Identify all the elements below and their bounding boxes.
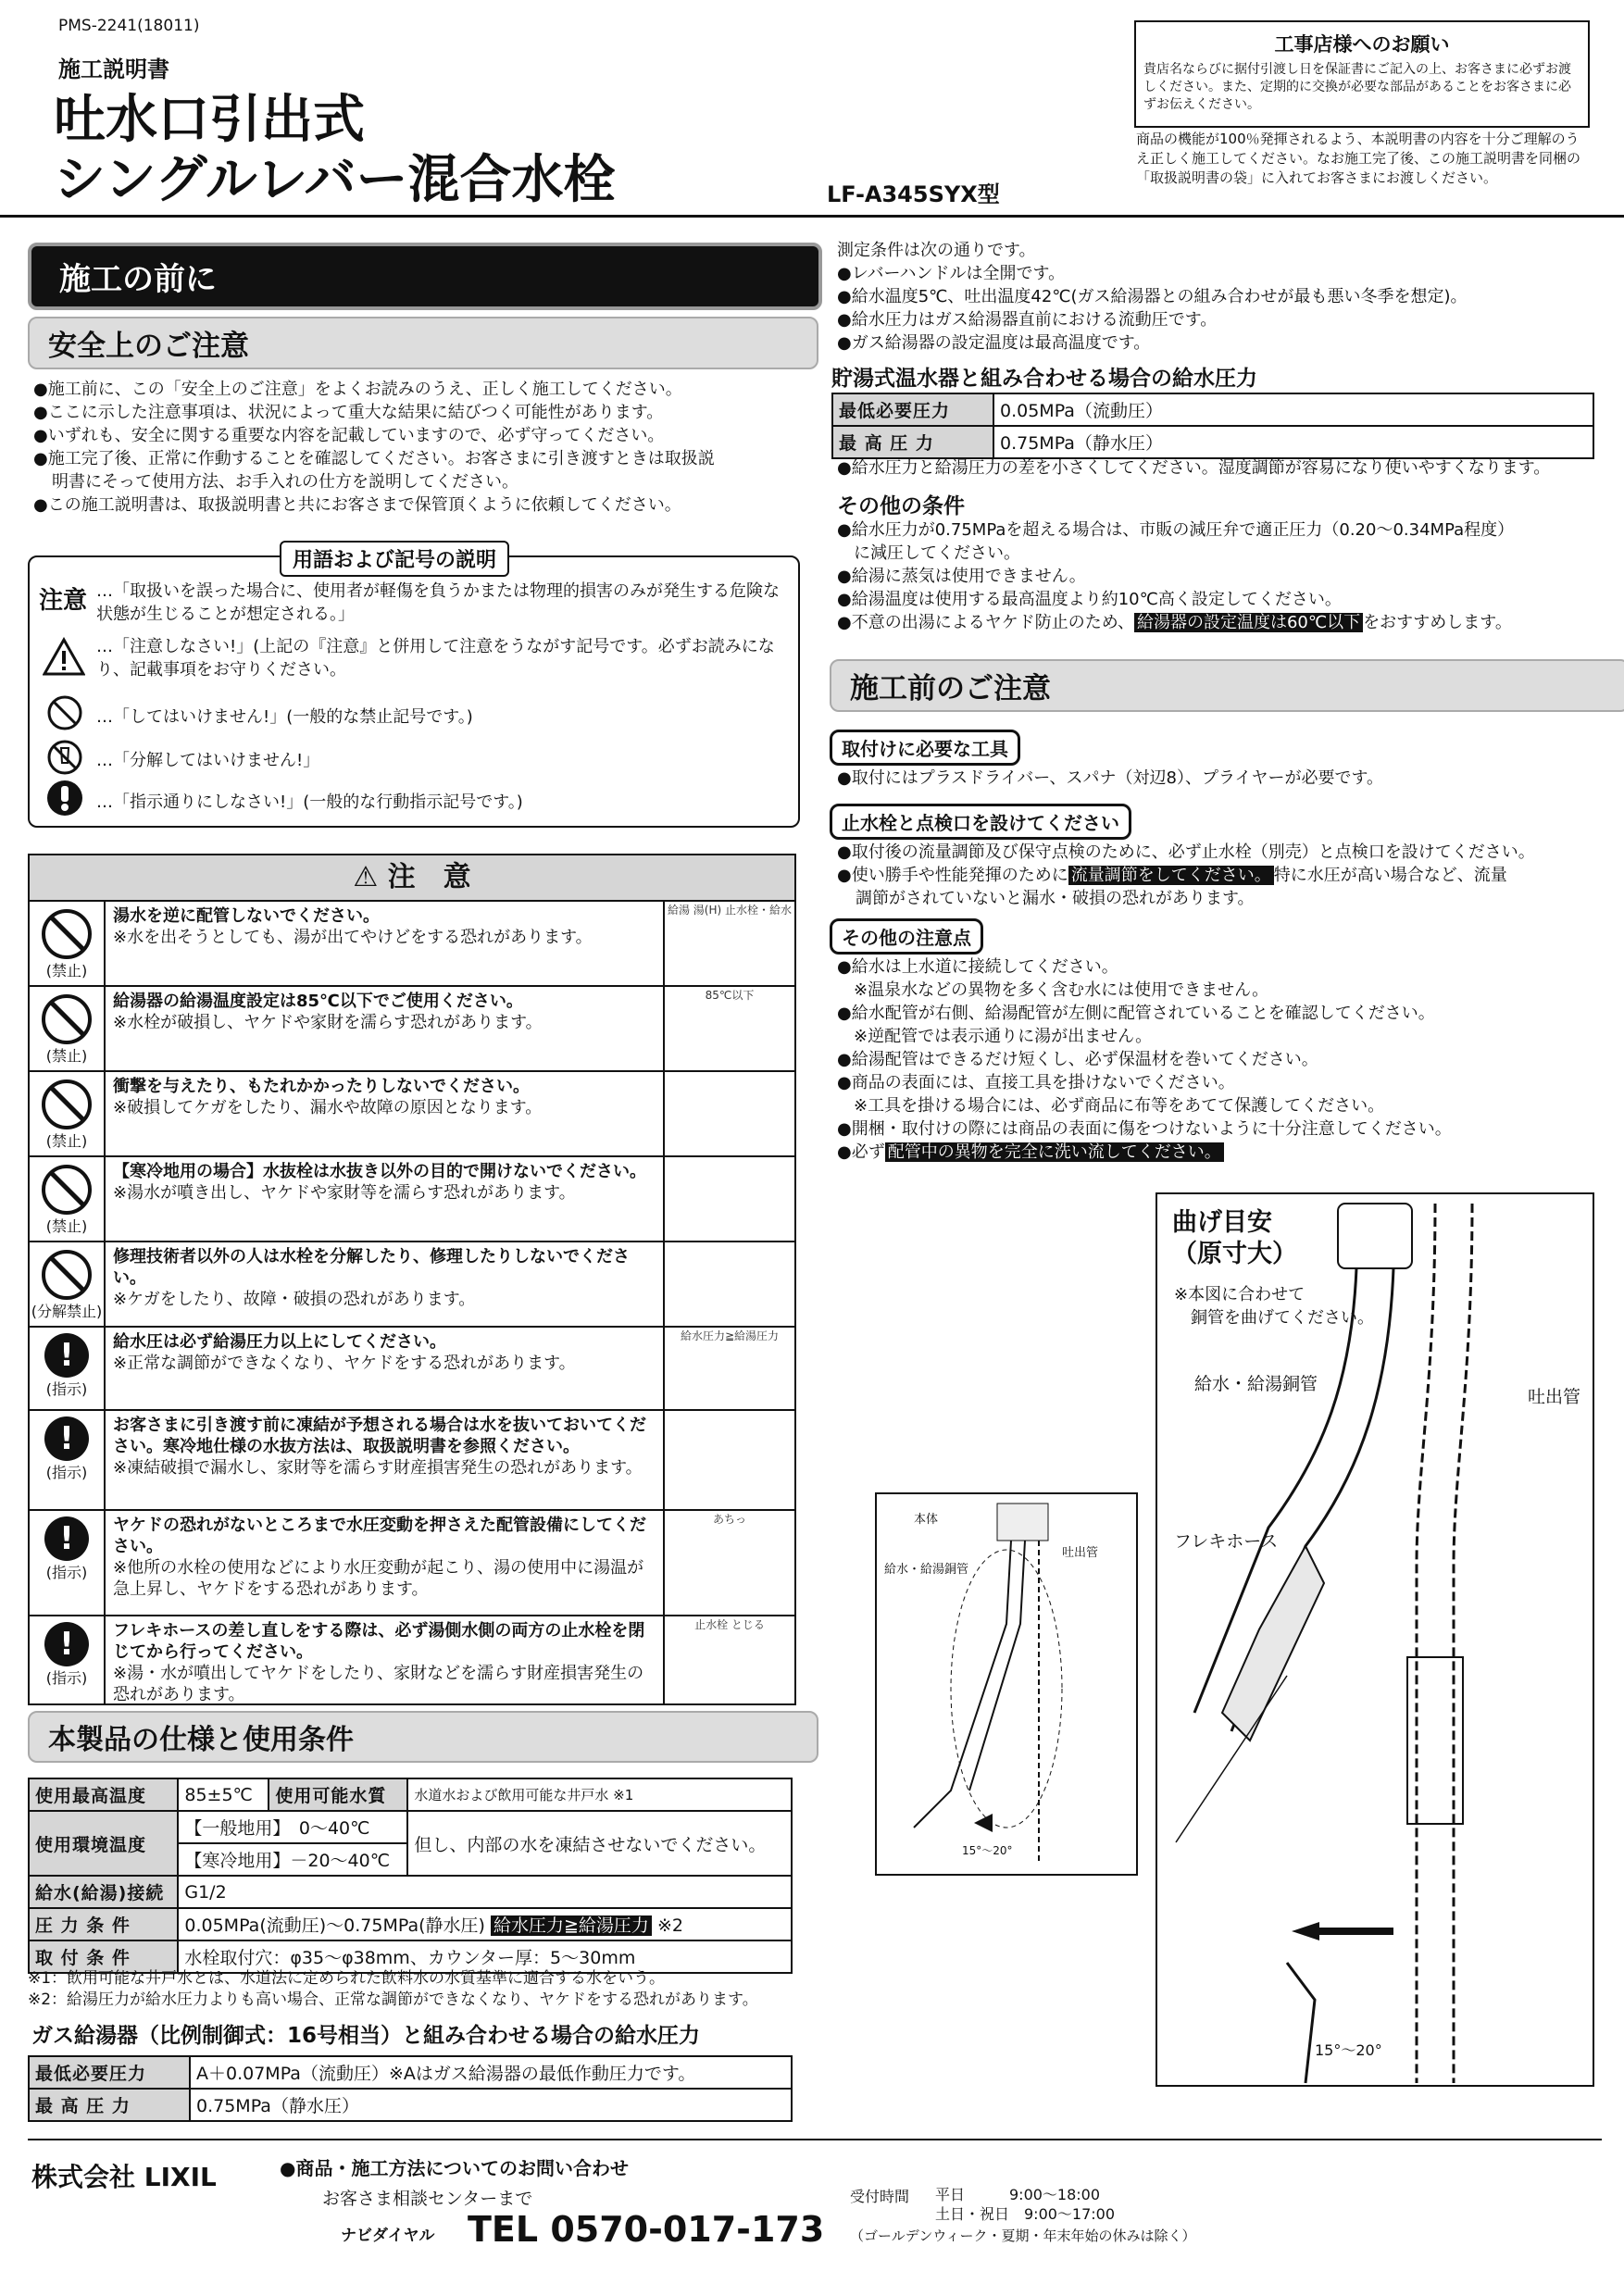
gas-heading: ガス給湯器（比例制御式：16号相当）と組み合わせる場合の給水圧力 — [31, 2024, 701, 2048]
storage-note-wrap — [837, 456, 1550, 480]
title-line2: シングルレバー混合水栓 — [54, 150, 616, 210]
caution-tag: (禁止) — [45, 962, 88, 980]
caution-row — [30, 900, 794, 985]
misc-item: ●開梱・取付けの際には商品の表面に傷をつけないように十分注意してください。 — [837, 1119, 1452, 1139]
tools-wrap — [837, 767, 1383, 790]
spec-label: 使用最高温度 — [29, 1778, 178, 1811]
caution-icon-cell — [30, 1511, 106, 1615]
spec-value: 但し、内部の水を凍結させないでください。 — [407, 1811, 792, 1876]
inset-drawing — [877, 1494, 1136, 1874]
storage-note: ●給水圧力と給湯圧力の差を小さくしてください。湿度調節が容易になり使いやすくなります。 — [837, 458, 1551, 478]
caution-note: ※湯水が噴き出し、ヤケドや家財等を濡らす恐れがあります。 — [113, 1183, 576, 1203]
other-item: ●給水圧力が0.75MPaを超える場合は、市販の減圧弁で適正圧力（0.20〜0.34MPa程度） — [837, 520, 1515, 540]
other-item: ●給湯温度は使用する最高温度より約10℃高く設定してください。 — [837, 590, 1342, 609]
terms-title: 用語および記号の説明 — [280, 541, 509, 577]
caution-note: ※ケガをしたり、故障・破損の恐れがあります。 — [113, 1290, 476, 1309]
bend-drawing — [1157, 1194, 1593, 2085]
caution-icon-cell — [30, 987, 106, 1070]
tools-pill: 取付けに必要な工具 — [830, 730, 1020, 766]
gas-value: A＋0.07MPa（流動圧）※Aはガス給湯器の最低作動圧力です。 — [190, 2056, 792, 2089]
tel: TEL 0570-017-173 — [468, 2209, 825, 2250]
caution-text — [106, 1411, 663, 1509]
storage-label: 最低必要圧力 — [832, 393, 993, 426]
valve-texts — [837, 841, 1535, 910]
text: ●不意の出湯によるヤケド防止のため、 — [837, 613, 1134, 632]
term-prohibit-text: …「してはいけません!」(一般的な禁止記号です。) — [96, 707, 473, 727]
conditions — [837, 239, 1468, 355]
misc-item: ※工具を掛ける場合には、必ず商品に布等をあてて保護してください。 — [837, 1096, 1385, 1116]
inset-spout-label: 吐出管 — [1062, 1546, 1099, 1560]
highlight: 流量調節をしてください。 — [1068, 866, 1274, 885]
safety-heading: 安全上のご注意 — [28, 317, 818, 369]
spec-value: 85±5℃ — [178, 1778, 269, 1811]
text: をおすすめします。 — [1363, 613, 1512, 632]
must-icon: ! — [44, 1416, 89, 1461]
caution-note: ※凍結破損で漏水し、家財等を濡らす財産損害発生の恐れがあります。 — [113, 1458, 643, 1478]
misc-item: ●給水は上水道に接続してください。 — [837, 957, 1118, 977]
inset-body-label: 本体 — [914, 1513, 939, 1527]
caution-illustration: 85℃以下 — [663, 987, 794, 1070]
caution-word: 注意 — [39, 587, 88, 615]
caution-illustration — [663, 1157, 794, 1241]
bullet: ●この施工説明書は、取扱説明書と共にお客さまで保管頂くように依頼してください。 — [33, 495, 681, 515]
center: お客さま相談センターまで — [322, 2189, 533, 2209]
doc-type: 施工説明書 — [58, 56, 169, 82]
hours-label: 受付時間 — [850, 2188, 910, 2205]
caution-illustration: あちっ — [663, 1511, 794, 1615]
term-caution-text: …「取扱いを誤った場合に、使用者が軽傷を負うかまたは物理的損害のみが発生する危険な状態が生じることが想定される。」 — [96, 581, 780, 624]
model-number: LF-A345SYX型 — [827, 181, 1000, 207]
caution-illustration: 止水栓 とじる — [663, 1616, 794, 1703]
storage-value: 0.75MPa（静水圧） — [993, 426, 1593, 458]
diagram-subtitle: （原寸大） — [1172, 1240, 1297, 1268]
bullet: ●いずれも、安全に関する重要な内容を記載していますので、必ず守ってください。 — [33, 426, 665, 445]
spec-value: 0.05MPa(流動圧)〜0.75MPa(静水圧) — [184, 1915, 485, 1936]
caution-row — [30, 1070, 794, 1155]
caution-bold: ヤケドの恐れがないところまで水圧変動を押さえた配管設備にしてください。 — [113, 1516, 646, 1556]
caution-icon-cell — [30, 1072, 106, 1155]
caution-tag: (指示) — [45, 1380, 88, 1398]
notice-text: 商品の機能が100％発揮されるよう、本説明書の内容を十分ご理解のうえ正しく施工してください。なお施工完了後、この施工説明書を同梱の「取扱説明書の袋」に入れてお客さまにお渡しください。 — [1136, 131, 1581, 186]
caution-illustration — [663, 1072, 794, 1155]
caution-icon-cell — [30, 902, 106, 985]
inset-angle-label: 15°〜20° — [962, 1844, 1013, 1857]
other-item: ●給湯に蒸気は使用できません。 — [837, 567, 1086, 586]
label-spout: 吐出管 — [1528, 1387, 1581, 1407]
caution-tag: (指示) — [45, 1564, 88, 1581]
caution-icon-cell — [30, 1328, 106, 1409]
caution-text — [106, 1616, 663, 1703]
caution-tag: (指示) — [45, 1669, 88, 1687]
caution-title: 注 意 — [387, 861, 471, 893]
spec-notes — [28, 1968, 758, 2011]
spec-note: ※2 — [656, 1915, 683, 1936]
condition: ●ガス給湯器の設定温度は最高温度です。 — [837, 333, 1151, 353]
caution-tag: (分解禁止) — [31, 1303, 103, 1320]
text: 特に水圧が高い場合など、流量 — [1273, 866, 1507, 885]
caution-text — [106, 902, 663, 985]
notice-title: 工事店様へのお願い — [1274, 33, 1450, 56]
gas-label: 最低必要圧力 — [29, 2056, 190, 2089]
must-icon: ! — [44, 1516, 89, 1561]
spec-note: ※2：給湯圧力が給水圧力よりも高い場合、正常な調節ができなくなり、ヤケドをする恐れがあります。 — [28, 1990, 758, 2009]
misc-list — [837, 955, 1452, 1164]
tools-text: ●取付にはプラスドライバー、スパナ（対辺8）、プライヤーが必要です。 — [837, 768, 1384, 788]
other-item: に減圧してください。 — [837, 543, 1020, 563]
caution-row — [30, 1241, 794, 1326]
prohibit-icon — [42, 994, 92, 1044]
caution-illustration: 給湯 湯(H) 止水栓・給水 — [663, 902, 794, 985]
other-heading: その他の条件 — [837, 494, 965, 518]
misc-item: ●給湯配管はできるだけ短くし、必ず保温材を巻いてください。 — [837, 1050, 1318, 1069]
gas-table — [28, 2055, 793, 2122]
spec-label: 取 付 条 件 — [29, 1940, 178, 1973]
highlight: 給湯器の設定温度は60℃以下 — [1134, 613, 1363, 632]
spec-value: 水栓取付穴：φ35〜φ38mm、カウンター厚：5〜30mm — [178, 1940, 792, 1973]
highlight: 配管中の異物を完全に洗い流してください。 — [885, 1142, 1224, 1162]
bullet: 明書にそって使用方法、お手入れの仕方を説明してください。 — [52, 472, 518, 492]
pre-heading: 施工前のご注意 — [830, 659, 1624, 712]
caution-row — [30, 1155, 794, 1241]
spec-table — [28, 1778, 793, 1974]
misc-item: ※温泉水などの異物を多く含む水には使用できません。 — [837, 980, 1269, 1000]
notice-boxed-text: 貴店名ならびに据付引渡し日を保証書にご記入の上、お客さまに必ずお渡しください。また、定期的に交換が必要な部品があることをお客さまに必ずお伝えください。 — [1143, 62, 1571, 112]
caution-note: ※湯・水が噴出してヤケドをしたり、家財などを濡らす財産損害発生の恐れがあります。 — [113, 1664, 644, 1704]
term-triangle-text: …「注意しなさい!」(上記の『注意』と併用して注意をうながす記号です。必ずお読みになり、記載事項をお守りください。 — [96, 637, 775, 680]
caution-note: ※破損してケガをしたり、漏水や故障の原因となります。 — [113, 1098, 543, 1117]
storage-label: 最 高 圧 力 — [832, 426, 993, 458]
label-flexi: フレキホース — [1174, 1531, 1279, 1552]
hours-weekday: 平日 9:00〜18:00 — [935, 2186, 1101, 2203]
prohibit-icon — [42, 1165, 92, 1215]
diagram-note: ※本図に合わせて — [1174, 1285, 1305, 1304]
header-rule — [0, 215, 1624, 218]
caution-text — [106, 1157, 663, 1241]
spec-highlight: 給水圧力≧給湯圧力 — [491, 1915, 652, 1936]
valve-item: 調節がされていないと漏水・破損の恐れがあります。 — [856, 889, 1255, 908]
caution-icon-cell — [30, 1157, 106, 1241]
must-icon — [46, 780, 83, 817]
misc-item-last — [837, 1141, 1452, 1164]
bullet: ●施工完了後、正常に作動することを確認してください。お客さまに引き渡すときは取扱説 — [33, 449, 715, 468]
footer-rule — [28, 2139, 1602, 2140]
diagram-title: 曲げ目安 — [1172, 1208, 1272, 1237]
caution-illustration: 給水圧力≧給湯圧力 — [663, 1328, 794, 1409]
term-disassemble-text: …「分解してはいけません!」 — [96, 751, 320, 770]
terms-box — [28, 549, 800, 828]
spec-label: 使用環境温度 — [29, 1811, 178, 1876]
inset-diagram — [875, 1492, 1138, 1876]
caution-bold: お客さまに引き渡す前に凍結が予想される場合は水を抜いておいてください。寒冷地仕様の水抜方法は、取扱説明書を参照ください。 — [113, 1416, 646, 1456]
caution-bold: フレキホースの差し直しをする際は、必ず湯側水側の両方の止水栓を閉じてから行ってください。 — [113, 1621, 645, 1662]
text: ●必ず — [837, 1142, 885, 1162]
storage-heading: 貯湯式温水器と組み合わせる場合の給水圧力 — [831, 367, 1257, 391]
caution-bold: 衝撃を与えたり、もたれかかったりしないでください。 — [113, 1077, 530, 1096]
caution-bold: 給水圧は必ず給湯圧力以上にしてください。 — [113, 1332, 446, 1352]
safety-bullets — [33, 378, 715, 517]
must-icon: ! — [44, 1622, 89, 1666]
caution-bold: 給湯器の給湯温度設定は85℃以下でご使用ください。 — [113, 992, 523, 1011]
caution-note: ※正常な調節ができなくなり、ヤケドをする恐れがあります。 — [113, 1354, 576, 1373]
holiday-note: （ゴールデンウィーク・夏期・年末年始の休みは除く） — [850, 2227, 1196, 2244]
storage-value: 0.05MPa（流動圧） — [993, 393, 1593, 426]
caution-row — [30, 1509, 794, 1615]
term-must-text: …「指示通りにしなさい!」(一般的な行動指示記号です。) — [96, 792, 523, 812]
caution-illustration — [663, 1411, 794, 1509]
caution-tag: (禁止) — [45, 1217, 88, 1235]
caution-header — [30, 855, 794, 900]
diagram-note: 銅管を曲げてください。 — [1191, 1308, 1374, 1328]
caution-bold: 修理技術者以外の人は水栓を分解したり、修理したりしないでください。 — [113, 1247, 630, 1288]
bend-diagram — [1156, 1192, 1594, 2087]
valve-pill: 止水栓と点検口を設けてください — [830, 804, 1131, 840]
condition: ●レバーハンドルは全開です。 — [837, 264, 1066, 283]
spec-note: ※1：飲用可能な井戸水とは、水道法に定められた飲料水の水質基準に適合する水をいう。 — [28, 1969, 666, 1988]
valve-item — [837, 864, 1535, 887]
misc-item: ※逆配管では表示通りに湯が出ません。 — [837, 1027, 1153, 1046]
caution-bold: 湯水を逆に配管しないでください。 — [113, 906, 380, 926]
spec-label: 給水(給湯)接続 — [29, 1876, 178, 1908]
caution-icon-cell — [30, 1411, 106, 1509]
section-before: 施工の前に — [28, 243, 822, 310]
bullet: ●施工前に、この「安全上のご注意」をよくお読みのうえ、正しく施工してください。 — [33, 380, 682, 399]
caution-row — [30, 1615, 794, 1703]
other-conditions — [837, 518, 1514, 634]
caution-icon-cell — [30, 1616, 106, 1703]
inquiry: ●商品・施工方法についてのお問い合わせ — [280, 2157, 630, 2179]
spec-heading: 本製品の仕様と使用条件 — [28, 1711, 818, 1763]
spec-value: 水道水および飲用可能な井戸水 ※1 — [407, 1778, 792, 1811]
misc-pill: その他の注意点 — [830, 918, 983, 955]
caution-note: ※他所の水栓の使用などにより水圧変動が起こり、湯の使用中に湯温が急上昇し、ヤケドをする恐れがあります。 — [113, 1558, 644, 1599]
spec-label: 圧 力 条 件 — [29, 1908, 178, 1940]
caution-text — [106, 1511, 663, 1615]
inset-pipe-label: 給水・給湯銅管 — [884, 1563, 969, 1577]
caution-tag: (禁止) — [45, 1047, 88, 1065]
caution-text — [106, 1072, 663, 1155]
notice-box — [1134, 20, 1590, 128]
misc-item: ●給水配管が右側、給湯配管が左側に配管されていることを確認してください。 — [837, 1004, 1435, 1023]
caution-row — [30, 1326, 794, 1409]
caution-row — [30, 1409, 794, 1509]
hours-weekend: 土日・祝日 9:00〜17:00 — [935, 2205, 1116, 2223]
caution-text — [106, 987, 663, 1070]
title-line1: 吐水口引出式 — [54, 90, 365, 150]
spec-value: G1/2 — [178, 1876, 792, 1908]
caution-tag: (禁止) — [45, 1132, 88, 1150]
prohibit-icon — [46, 694, 83, 731]
caution-bold: 【寒冷地用の場合】水抜栓は水抜き以外の目的で開けないでください。 — [113, 1162, 646, 1181]
condition: 測定条件は次の通りです。 — [837, 241, 1036, 260]
other-item-last — [837, 611, 1514, 634]
condition: ●給水圧力はガス給湯器直前における流動圧です。 — [837, 310, 1218, 330]
doc-code: PMS-2241(18011) — [58, 17, 200, 35]
caution-row — [30, 985, 794, 1070]
no-disassemble-icon — [46, 739, 83, 776]
spec-value: 【一般地用】 0〜40℃ — [178, 1811, 407, 1843]
triangle-icon — [43, 637, 85, 676]
gas-value: 0.75MPa（静水圧） — [190, 2089, 792, 2121]
caution-note: ※水栓が破損し、ヤケドや家財を濡らす恐れがあります。 — [113, 1013, 543, 1032]
text: ●使い勝手や性能発揮のために — [837, 866, 1068, 885]
prohibit-icon — [42, 1079, 92, 1129]
company: 株式会社 LIXIL — [31, 2162, 217, 2192]
caution-icon-cell — [30, 1242, 106, 1326]
valve-item: ●取付後の流量調節及び保守点検のために、必ず止水栓（別売）と点検口を設けてください。 — [837, 842, 1535, 862]
spec-value: 【寒冷地用】－20〜40℃ — [178, 1843, 407, 1876]
gas-label: 最 高 圧 力 — [29, 2089, 190, 2121]
caution-table — [28, 854, 796, 1705]
caution-text — [106, 1242, 663, 1326]
must-icon: ! — [44, 1333, 89, 1378]
storage-table — [831, 393, 1594, 459]
caution-illustration — [663, 1242, 794, 1326]
condition: ●給水温度5℃、吐出温度42℃(ガス給湯器との組み合わせが最も悪い冬季を想定)。 — [837, 287, 1468, 306]
caution-note: ※水を出そうとしても、湯が出てやけどをする恐れがあります。 — [113, 928, 593, 947]
bullet: ●ここに示した注意事項は、状況によって重大な結果に結びつく可能性があります。 — [33, 403, 664, 422]
caution-tag: (指示) — [45, 1464, 88, 1481]
navi-dial: ナビダイヤル — [341, 2227, 435, 2245]
no-disassemble-icon — [42, 1250, 92, 1300]
spec-label: 使用可能水質 — [269, 1778, 407, 1811]
label-pipe: 給水・給湯銅管 — [1194, 1374, 1318, 1394]
caution-text — [106, 1328, 663, 1409]
prohibit-icon — [42, 909, 92, 959]
angle-label: 15°〜20° — [1315, 2041, 1382, 2059]
caution-triangle-icon: ⚠ — [353, 861, 379, 893]
misc-item: ●商品の表面には、直接工具を掛けないでください。 — [837, 1073, 1235, 1092]
